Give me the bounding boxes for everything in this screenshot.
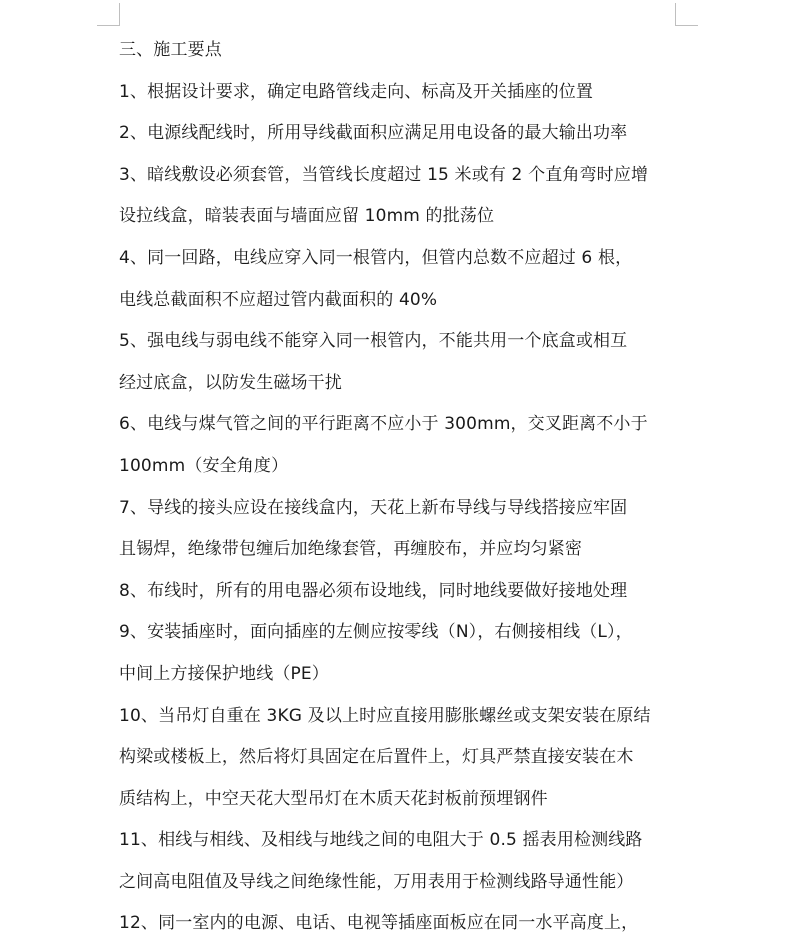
section-heading: 三、施工要点 — [119, 40, 222, 60]
text-line: 设拉线盒，暗装表面与墙面应留 10mm 的批荡位 — [119, 206, 495, 227]
text-line: 电线总截面积不应超过管内截面积的 40% — [119, 289, 438, 310]
text-line: 12、同一室内的电源、电话、电视等插座面板应在同一水平高度上， — [119, 913, 639, 934]
text-line: 4、同一回路，电线应穿入同一根管内，但管内总数不应超过 6 根， — [119, 247, 633, 268]
text-line: 且锡焊，绝缘带包缠后加绝缘套管，再缠胶布，并应均匀紧密 — [119, 539, 583, 560]
text-line: 质结构上，中空天花大型吊灯在木质天花封板前预埋钢件 — [119, 788, 548, 809]
text-line: 10、当吊灯自重在 3KG 及以上时应直接用膨胀螺丝或支架安装在原结 — [119, 705, 651, 726]
text-line: 构梁或楼板上，然后将灯具固定在后置件上，灯具严禁直接安装在木 — [119, 747, 634, 768]
text-line: 经过底盒，以防发生磁场干扰 — [119, 372, 342, 393]
document-body — [119, 30, 689, 945]
text-line: 7、导线的接头应设在接线盒内，天花上新布导线与导线搭接应牢固 — [119, 497, 628, 518]
text-line: 9、安装插座时，面向插座的左侧应按零线（N），右侧接相线（L）， — [119, 622, 633, 643]
text-line: 之间高电阻值及导线之间绝缘性能，万用表用于检测线路导通性能） — [119, 871, 634, 892]
top-left-crop-mark — [97, 3, 120, 26]
text-line: 8、布线时，所有的用电器必须布设地线，同时地线要做好接地处理 — [119, 580, 628, 601]
text-line: 100mm（安全角度） — [119, 455, 289, 476]
text-line: 中间上方接保护地线（PE） — [119, 663, 329, 684]
text-line: 11、相线与相线、及相线与地线之间的电阻大于 0.5 摇表用检测线路 — [119, 830, 643, 851]
text-line: 2、电源线配线时，所用导线截面积应满足用电设备的最大输出功率 — [119, 123, 628, 144]
text-line: 5、强电线与弱电线不能穿入同一根管内，不能共用一个底盒或相互 — [119, 331, 628, 352]
top-right-crop-mark — [675, 3, 698, 26]
text-line: 3、暗线敷设必须套管，当管线长度超过 15 米或有 2 个直角弯时应增 — [119, 164, 649, 185]
text-line: 6、电线与煤气管之间的平行距离不应小于 300mm，交叉距离不小于 — [119, 414, 648, 435]
text-line: 1、根据设计要求，确定电路管线走向、标高及开关插座的位置 — [119, 81, 594, 102]
